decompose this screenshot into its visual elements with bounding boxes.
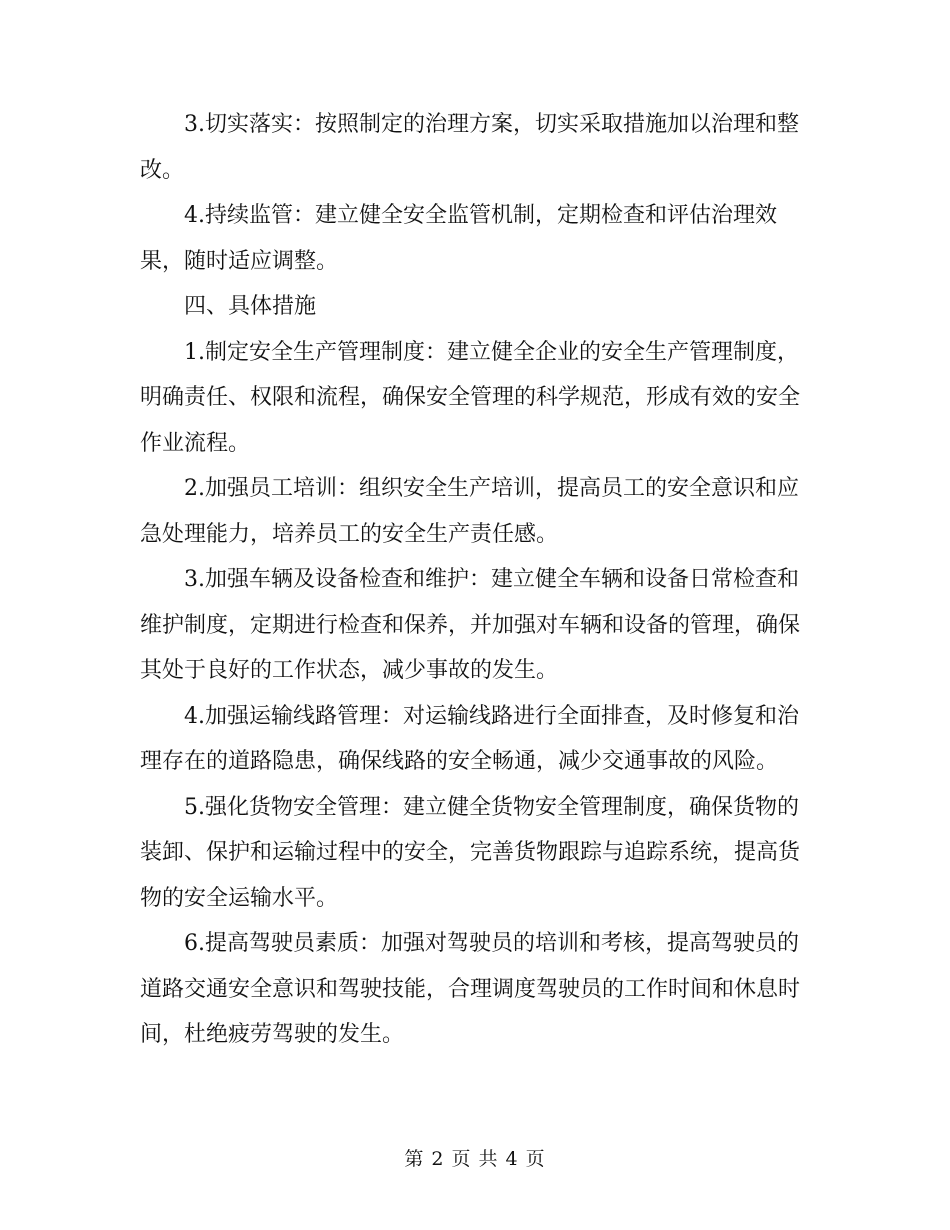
paragraph-continuous-supervision: 4.持续监管：建立健全安全监管机制，定期检查和评估治理效果，随时适应调整。 [140,203,777,274]
paragraph-safety-management-system: 1.制定安全生产管理制度：建立健全企业的安全生产管理制度，明确责任、权限和流程，确保安全管理的科学规范，形成有效的安全作业流程。 [140,339,801,456]
section-heading-specific-measures: 四、具体措施 [184,294,317,319]
document-body [140,102,812,1058]
page-number-footer: 第 2 页 共 4 页 [404,1148,546,1170]
paragraph-driver-quality: 6.提高驾驶员素质：加强对驾驶员的培训和考核，提高驾驶员的道路交通安全意识和驾驶技能，合理调度驾驶员的工作时间和休息时间，杜绝疲劳驾驶的发生。 [140,931,801,1047]
paragraph-route-management: 4.加强运输线路管理：对运输线路进行全面排查，及时修复和治理存在的道路隐患，确保线路的安全畅通，减少交通事故的风险。 [140,703,799,774]
paragraph-staff-training: 2.加强员工培训：组织安全生产培训，提高员工的安全意识和应急处理能力，培养员工的安全生产责任感。 [140,476,799,547]
paragraph-cargo-safety: 5.强化货物安全管理：建立健全货物安全管理制度，确保货物的装卸、保护和运输过程中的安全，完善货物跟踪与追踪系统，提高货物的安全运输水平。 [140,794,801,911]
paragraph-vehicle-equipment-maintenance: 3.加强车辆及设备检查和维护：建立健全车辆和设备日常检查和维护制度，定期进行检查和保养，并加强对车辆和设备的管理，确保其处于良好的工作状态，减少事故的发生。 [140,567,801,683]
paragraph-implementation: 3.切实落实：按照制定的治理方案，切实采取措施加以治理和整改。 [140,112,799,183]
